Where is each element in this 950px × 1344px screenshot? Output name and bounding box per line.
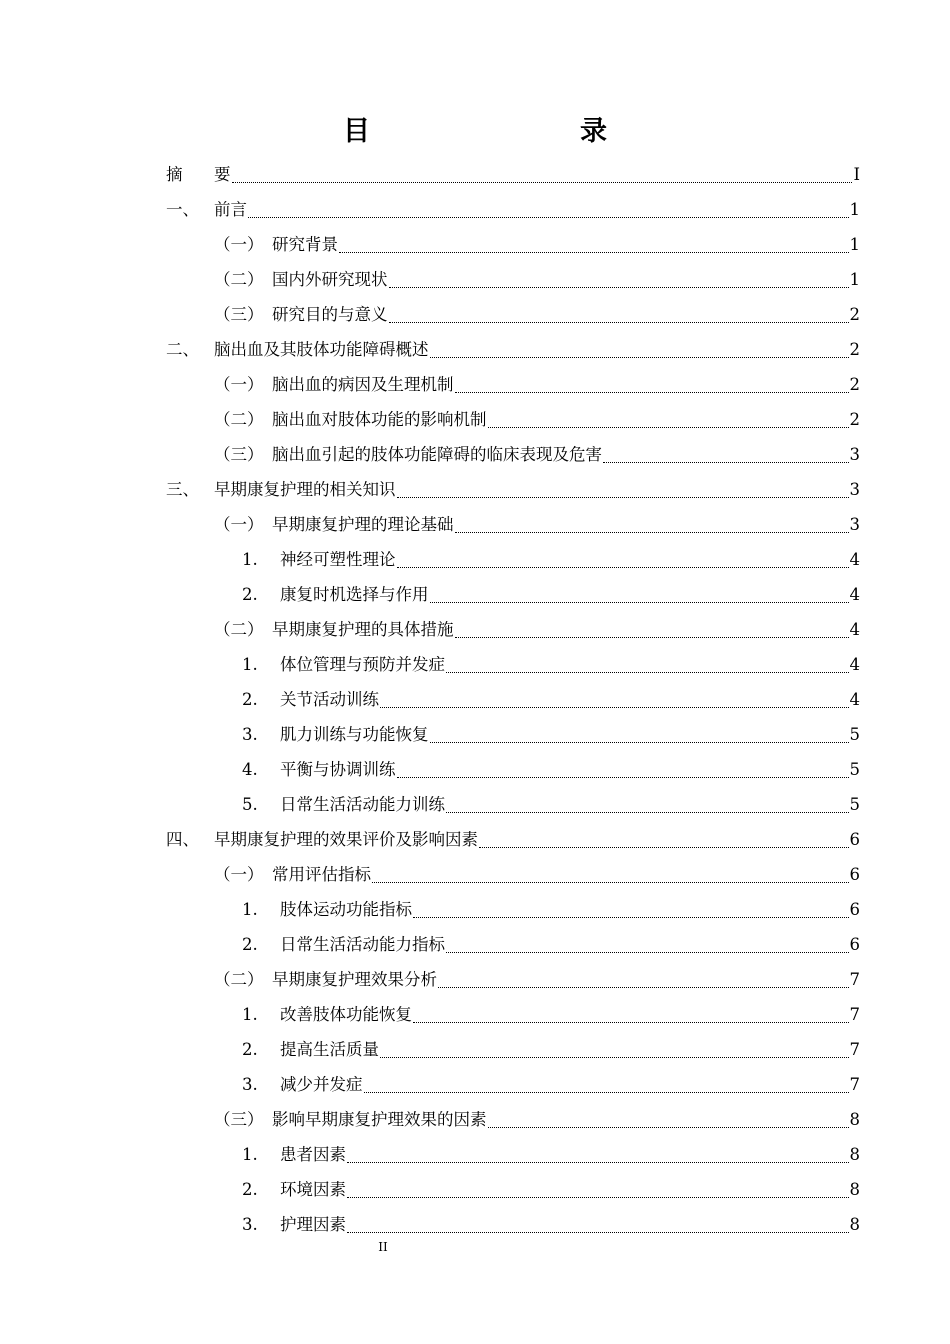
toc-entry-title: 早期康复护理的相关知识 — [214, 480, 396, 499]
toc-dot-leader — [397, 565, 849, 568]
toc-dot-leader — [372, 880, 849, 883]
toc-dot-leader — [430, 600, 849, 603]
toc-entry-number: 三、 — [166, 480, 199, 499]
toc-entry-title: 脑出血及其肢体功能障碍概述 — [214, 340, 429, 359]
toc-dot-leader — [397, 775, 849, 778]
toc-entry-page: 5 — [849, 795, 860, 814]
toc-entry-number: 3. — [242, 725, 258, 744]
toc-dot-leader — [389, 285, 849, 288]
toc-dot-leader — [455, 530, 849, 533]
toc-entry[interactable] — [166, 892, 860, 927]
toc-entry-page: 1 — [849, 270, 860, 289]
toc-entry[interactable] — [166, 1137, 860, 1172]
toc-entry-page: 8 — [849, 1180, 860, 1199]
toc-entry-title: 要 — [214, 165, 231, 184]
toc-entry-number: 2. — [242, 690, 258, 709]
toc-entry-page: 2 — [849, 305, 860, 324]
toc-dot-leader — [603, 460, 849, 463]
toc-entry-number: （三） — [214, 1110, 264, 1129]
toc-entry-number: （一） — [214, 235, 264, 254]
toc-entry-number: （二） — [214, 970, 264, 989]
toc-entry-number: 5. — [242, 795, 258, 814]
toc-entry-number: （二） — [214, 620, 264, 639]
toc-entry-title: 日常生活活动能力指标 — [280, 935, 445, 954]
toc-entry-page: 2 — [849, 410, 860, 429]
toc-entry-title: 脑出血引起的肢体功能障碍的临床表现及危害 — [272, 445, 602, 464]
toc-entry[interactable] — [166, 787, 860, 822]
toc-entry-page: 7 — [849, 1005, 860, 1024]
toc-entry-number: 2. — [242, 1180, 258, 1199]
toc-dot-leader — [488, 425, 849, 428]
toc-entry-number: （一） — [214, 515, 264, 534]
toc-entry-page: 2 — [849, 340, 860, 359]
toc-entry-page: 5 — [849, 725, 860, 744]
toc-entry[interactable] — [166, 192, 860, 227]
toc-dot-leader — [397, 495, 849, 498]
toc-entry[interactable] — [166, 1207, 860, 1242]
toc-entry-title: 减少并发症 — [280, 1075, 363, 1094]
toc-entry-page: 1 — [849, 235, 860, 254]
toc-entry-title: 患者因素 — [280, 1145, 346, 1164]
toc-entry-page: 4 — [849, 655, 860, 674]
toc-dot-leader — [380, 1055, 849, 1058]
toc-dot-leader — [430, 355, 849, 358]
toc-entry-page: 6 — [849, 935, 860, 954]
toc-entry-number: 四、 — [166, 830, 199, 849]
toc-dot-leader — [248, 215, 849, 218]
toc-entry-number: （一） — [214, 865, 264, 884]
toc-dot-leader — [389, 320, 849, 323]
toc-entry-title: 康复时机选择与作用 — [280, 585, 429, 604]
toc-entry-title: 平衡与协调训练 — [280, 760, 396, 779]
toc-entry-title: 肢体运动功能指标 — [280, 900, 412, 919]
toc-dot-leader — [488, 1125, 849, 1128]
toc-dot-leader — [232, 180, 853, 183]
toc-entry[interactable] — [166, 437, 860, 472]
toc-entry[interactable] — [166, 472, 860, 507]
toc-dot-leader — [364, 1090, 849, 1093]
toc-entry[interactable] — [166, 402, 860, 437]
toc-entry-title: 早期康复护理的效果评价及影响因素 — [214, 830, 478, 849]
toc-entry-page: 6 — [849, 900, 860, 919]
toc-entry-page: 8 — [849, 1110, 860, 1129]
toc-dot-leader — [446, 950, 849, 953]
toc-entry-number: 3. — [242, 1215, 258, 1234]
toc-dot-leader — [347, 1195, 849, 1198]
toc-entry[interactable] — [166, 332, 860, 367]
toc-entry-number: 二、 — [166, 340, 199, 359]
toc-entry-page: 1 — [849, 200, 860, 219]
toc-entry[interactable] — [166, 297, 860, 332]
toc-entry-page: 4 — [849, 585, 860, 604]
toc-entry-title: 环境因素 — [280, 1180, 346, 1199]
toc-entry-number: （三） — [214, 445, 264, 464]
toc-entry-number: 2. — [242, 1040, 258, 1059]
toc-entry[interactable] — [166, 1172, 860, 1207]
toc-dot-leader — [347, 1230, 849, 1233]
toc-entry[interactable] — [166, 997, 860, 1032]
toc-entry-number: 1. — [242, 1005, 258, 1024]
toc-entry[interactable] — [166, 367, 860, 402]
toc-dot-leader — [380, 705, 849, 708]
toc-entry-page: 3 — [849, 480, 860, 499]
toc-entry[interactable] — [166, 507, 860, 542]
toc-entry-title: 常用评估指标 — [272, 865, 371, 884]
toc-entry[interactable] — [166, 647, 860, 682]
toc-entry-number: （一） — [214, 375, 264, 394]
toc-dot-leader — [455, 390, 849, 393]
toc-entry-number: （三） — [214, 305, 264, 324]
toc-entry-title: 脑出血的病因及生理机制 — [272, 375, 454, 394]
toc-entry[interactable] — [166, 157, 860, 192]
toc-dot-leader — [438, 985, 849, 988]
toc-entry-page: 3 — [849, 445, 860, 464]
toc-entry-number: 一、 — [166, 200, 199, 219]
toc-entry-title: 早期康复护理效果分析 — [272, 970, 437, 989]
toc-entry-title: 影响早期康复护理效果的因素 — [272, 1110, 487, 1129]
page-title: 目 录 — [343, 116, 659, 147]
page-number-footer: II — [378, 1240, 388, 1254]
toc-entry-page: 4 — [849, 550, 860, 569]
toc-dot-leader — [446, 810, 849, 813]
toc-entry-title: 体位管理与预防并发症 — [280, 655, 445, 674]
toc-dot-leader — [446, 670, 849, 673]
toc-entry-page: 8 — [849, 1215, 860, 1234]
toc-entry[interactable] — [166, 927, 860, 962]
toc-entry-page: 2 — [849, 375, 860, 394]
toc-dot-leader — [479, 845, 849, 848]
toc-entry-page: 7 — [849, 970, 860, 989]
toc-entry-title: 研究背景 — [272, 235, 338, 254]
toc-entry[interactable] — [166, 577, 860, 612]
toc-entry[interactable] — [166, 612, 860, 647]
toc-entry-title: 前言 — [214, 200, 247, 219]
toc-entry-page: 7 — [849, 1075, 860, 1094]
toc-entry-title: 日常生活活动能力训练 — [280, 795, 445, 814]
toc-entry-title: 研究目的与意义 — [272, 305, 388, 324]
toc-entry-title: 神经可塑性理论 — [280, 550, 396, 569]
toc-entry[interactable] — [166, 717, 860, 752]
toc-entry-title: 早期康复护理的具体措施 — [272, 620, 454, 639]
toc-entry[interactable] — [166, 752, 860, 787]
toc-entry-number: 2. — [242, 585, 258, 604]
toc-entry-page: 6 — [849, 830, 860, 849]
toc-entry-page: 8 — [849, 1145, 860, 1164]
toc-entry-number: 摘 — [166, 165, 183, 184]
toc-entry[interactable] — [166, 682, 860, 717]
toc-entry-title: 护理因素 — [280, 1215, 346, 1234]
toc-entry-number: （二） — [214, 410, 264, 429]
toc-entry[interactable] — [166, 1102, 860, 1137]
toc-entry-title: 脑出血对肢体功能的影响机制 — [272, 410, 487, 429]
toc-entry[interactable] — [166, 962, 860, 997]
toc-entry-page: 6 — [849, 865, 860, 884]
toc-entry-page: 7 — [849, 1040, 860, 1059]
toc-entry[interactable] — [166, 542, 860, 577]
toc-entry-title: 关节活动训练 — [280, 690, 379, 709]
toc-entry[interactable] — [166, 262, 860, 297]
toc-entry[interactable] — [166, 1032, 860, 1067]
toc-entry[interactable] — [166, 1067, 860, 1102]
toc-dot-leader — [347, 1160, 849, 1163]
toc-entry-number: 1. — [242, 655, 258, 674]
toc-entry-page: 4 — [849, 690, 860, 709]
table-of-contents — [166, 157, 860, 1242]
toc-entry-title: 改善肢体功能恢复 — [280, 1005, 412, 1024]
toc-entry[interactable] — [166, 822, 860, 857]
toc-dot-leader — [430, 740, 849, 743]
toc-entry-title: 提高生活质量 — [280, 1040, 379, 1059]
toc-entry-page: 3 — [849, 515, 860, 534]
toc-entry-number: （二） — [214, 270, 264, 289]
toc-dot-leader — [455, 635, 849, 638]
toc-dot-leader — [413, 915, 849, 918]
toc-entry-number: 3. — [242, 1075, 258, 1094]
toc-entry-page: 5 — [849, 760, 860, 779]
toc-entry[interactable] — [166, 227, 860, 262]
toc-entry-page: I — [853, 165, 860, 184]
toc-entry-number: 1. — [242, 900, 258, 919]
toc-entry-number: 4. — [242, 760, 258, 779]
toc-entry-page: 4 — [849, 620, 860, 639]
toc-entry[interactable] — [166, 857, 860, 892]
toc-entry-number: 2. — [242, 935, 258, 954]
toc-entry-number: 1. — [242, 550, 258, 569]
toc-dot-leader — [339, 250, 849, 253]
toc-entry-title: 肌力训练与功能恢复 — [280, 725, 429, 744]
toc-entry-title: 国内外研究现状 — [272, 270, 388, 289]
toc-dot-leader — [413, 1020, 849, 1023]
toc-entry-number: 1. — [242, 1145, 258, 1164]
toc-entry-title: 早期康复护理的理论基础 — [272, 515, 454, 534]
